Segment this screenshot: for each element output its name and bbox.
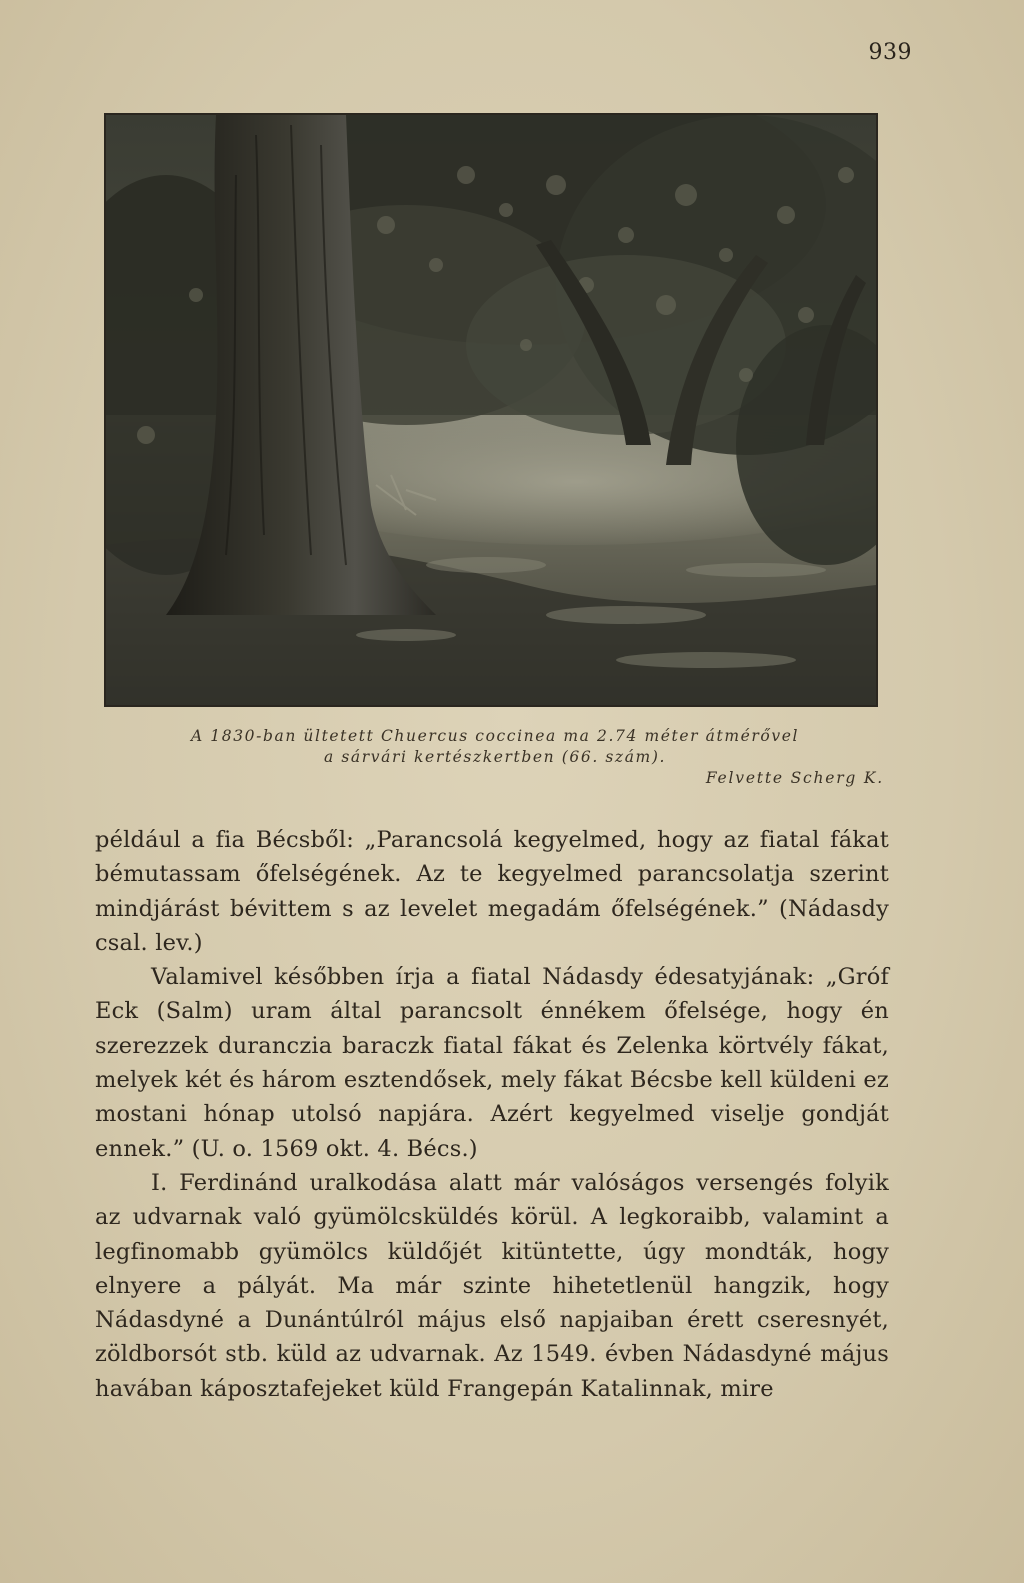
photo-caption: [100, 726, 890, 789]
photo-credit: Felvette Scherg K.: [705, 769, 884, 787]
caption-line-1: A 1830-ban ültetett Chuercus coccinea ma 2.74 méter átmérővel: [190, 727, 800, 745]
body-text: [95, 823, 889, 1406]
page-number: 939: [868, 40, 912, 65]
paragraph: például a fia Bécsből: „Parancsolá kegyelmed, hogy az fiatal fákat bémutassam őfelségének. Az te kegyelmed parancsolatja szerint mindjárást bévittem s az levelet megadám őfelségének.” (Nádasdy csal. lev.): [95, 827, 889, 956]
paragraph: Valamivel későbben írja a fiatal Nádasdy édesatyjának: „Gróf Eck (Salm) uram által parancsolt énnékem őfelsége, hogy én szerezzek duranczia baraczk fiatal fákat és Zelenka körtvély fákat, melyek két és három esztendősek, mely fákat Bécsbe kell küldeni ez mostani hónap utolsó napjára. Azért kegyelmed viselje gondját ennek.” (U. o. 1569 okt. 4. Bécs.): [95, 964, 889, 1162]
caption-line-2: a sárvári kertészkertben (66. szám).: [323, 748, 667, 766]
oak-tree-photograph: [104, 113, 878, 707]
photo-image: [106, 115, 876, 705]
paragraph: I. Ferdinánd uralkodása alatt már valóságos versengés folyik az udvarnak való gyümölcsküldés körül. A legkoraibb, valamint a legfinomabb gyümölcs küldőjét kitüntette, úgy mondták, hogy elnyere a pályát. Ma már szinte hihetetlenül hangzik, hogy Nádasdyné a Dunántúlról május első napjaiban érett cseresnyét, zöldborsót stb. küld az udvarnak. Az 1549. évben Nádasdyné május havában káposztafejeket küld Frangepán Katalinnak, mire: [95, 1169, 889, 1402]
